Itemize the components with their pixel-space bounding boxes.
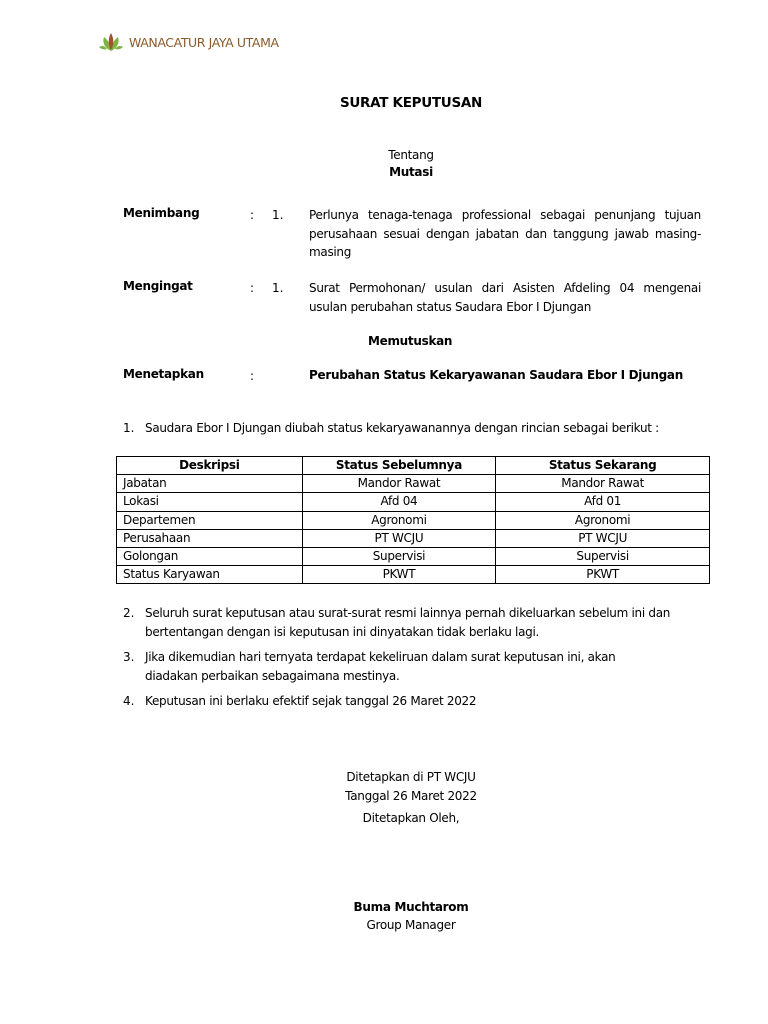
table-row — [117, 493, 710, 511]
table-row — [117, 547, 710, 565]
header-deskripsi: Deskripsi — [117, 457, 303, 475]
company-name: WANACATUR JAYA UTAMA — [129, 34, 279, 50]
point-2-number: 2. — [123, 606, 135, 620]
table-cell: Golongan — [117, 547, 303, 565]
point-3-text: Jika dikemudian hari ternyata terdapat kekeliruan dalam surat keputusan ini, akan diadakan perbaikan sebagaimana mestinya. — [145, 650, 616, 683]
table-cell: Afd 01 — [496, 493, 710, 511]
table-cell: PT WCJU — [496, 529, 710, 547]
mengingat-label: Mengingat — [123, 279, 193, 293]
menimbang-text: Perlunya tenaga-tenaga professional sebagai penunjang tujuan perusahaan sesuai dengan jabatan dan tanggung jawab masing-masing — [309, 208, 701, 259]
mengingat-number: 1. — [272, 281, 284, 295]
memutuskan-heading: Memutuskan — [368, 334, 453, 348]
table-cell: Afd 04 — [302, 493, 496, 511]
table-cell: Mandor Rawat — [302, 475, 496, 493]
mengingat-colon: : — [250, 281, 255, 295]
point-1-number: 1. — [123, 421, 135, 435]
header-status-sebelumnya: Status Sebelumnya — [302, 457, 496, 475]
table-cell: Departemen — [117, 511, 303, 529]
table-row — [117, 529, 710, 547]
table-row — [117, 511, 710, 529]
header-status-sekarang: Status Sekarang — [496, 457, 710, 475]
table-header-row — [117, 457, 710, 475]
subject-prefix: Tentang — [388, 148, 434, 162]
status-table — [116, 456, 710, 584]
menimbang-number: 1. — [272, 208, 284, 222]
signer-name: Buma Muchtarom — [353, 900, 469, 914]
table-cell: Mandor Rawat — [496, 475, 710, 493]
mengingat-text: Surat Permohonan/ usulan dari Asisten Afdeling 04 mengenai usulan perubahan status Saudara Ebor I Djungan — [309, 281, 701, 314]
document-title: SURAT KEPUTUSAN — [339, 95, 483, 111]
point-4-number: 4. — [123, 694, 135, 708]
table-cell: PKWT — [302, 566, 496, 584]
menetapkan-text: Perubahan Status Kekaryawanan Saudara Ebor I Djungan — [309, 368, 683, 382]
closing-date: Tanggal 26 Maret 2022 — [345, 789, 477, 803]
table-row — [117, 475, 710, 493]
table-cell: Supervisi — [302, 547, 496, 565]
table-row — [117, 566, 710, 584]
point-1-text: Saudara Ebor I Djungan diubah status kekaryawanannya dengan rincian sebagai berikut : — [145, 421, 659, 435]
subject-topic: Mutasi — [389, 165, 433, 179]
point-4-text: Keputusan ini berlaku efektif sejak tanggal 26 Maret 2022 — [145, 694, 477, 708]
menetapkan-label: Menetapkan — [123, 367, 204, 381]
menetapkan-colon: : — [250, 369, 255, 383]
table-cell: Lokasi — [117, 493, 303, 511]
closing-by: Ditetapkan Oleh, — [362, 811, 460, 825]
leaf-logo-icon — [96, 31, 126, 53]
table-cell: Status Karyawan — [117, 566, 303, 584]
table-cell: Agronomi — [302, 511, 496, 529]
menimbang-colon: : — [250, 208, 255, 222]
table-cell: PKWT — [496, 566, 710, 584]
point-3-number: 3. — [123, 650, 135, 664]
table-cell: Agronomi — [496, 511, 710, 529]
company-logo — [96, 31, 279, 53]
menimbang-label: Menimbang — [123, 206, 200, 220]
table-cell: Jabatan — [117, 475, 303, 493]
table-cell: PT WCJU — [302, 529, 496, 547]
point-2-text: Seluruh surat keputusan atau surat-surat resmi lainnya pernah dikeluarkan sebelum ini dan bertentangan dengan isi keputusan ini dinyatakan tidak berlaku lagi. — [145, 606, 671, 639]
table-cell: Perusahaan — [117, 529, 303, 547]
closing-place: Ditetapkan di PT WCJU — [346, 770, 476, 784]
signer-title: Group Manager — [366, 918, 456, 932]
table-cell: Supervisi — [496, 547, 710, 565]
